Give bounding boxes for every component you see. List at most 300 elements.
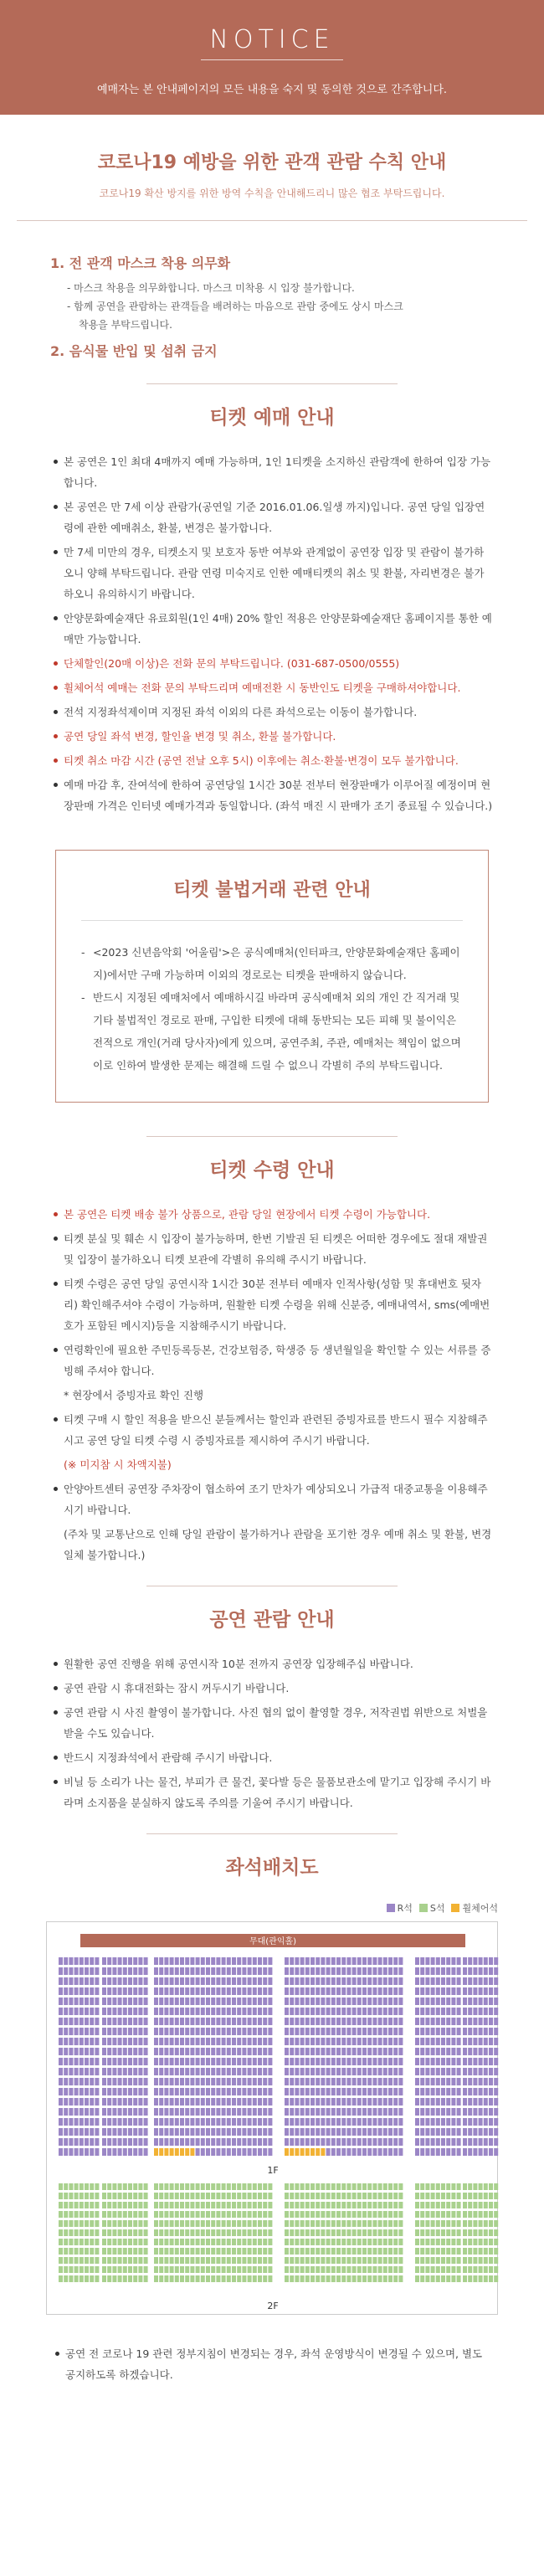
- seat: [64, 2202, 68, 2208]
- seat: [305, 2028, 310, 2035]
- final-notice-item: 공연 전 코로나 19 관련 정부지침이 변경되는 경우, 좌석 운영방식이 변경될 수 있으며, 별도 공지하도록 하겠습니다.: [55, 2343, 489, 2385]
- seat: [372, 2018, 377, 2025]
- seat: [431, 2257, 435, 2264]
- seat: [341, 2229, 346, 2236]
- seat: [107, 2068, 111, 2075]
- seat: [128, 2239, 132, 2245]
- seat: [237, 2048, 241, 2055]
- seat: [290, 2211, 294, 2218]
- seat: [64, 2108, 68, 2116]
- seat: [185, 2211, 189, 2218]
- seat: [211, 2148, 215, 2156]
- seat: [393, 2028, 398, 2035]
- seat: [85, 2183, 89, 2190]
- seat: [201, 2108, 205, 2116]
- seat: [128, 2008, 132, 2015]
- seat: [420, 2068, 424, 2075]
- seat: [95, 2108, 99, 2116]
- seat: [268, 2202, 272, 2208]
- seat: [138, 2018, 142, 2025]
- seat: [383, 2028, 387, 2035]
- seat: [112, 2275, 116, 2282]
- seat: [441, 2202, 445, 2208]
- divider: [81, 920, 463, 921]
- seat: [64, 2257, 68, 2264]
- seat: [326, 2058, 331, 2065]
- seat: [300, 1957, 305, 1965]
- seat: [164, 2118, 168, 2126]
- seat: [59, 1967, 63, 1975]
- seat: [133, 2048, 137, 2055]
- seat: [253, 2183, 257, 2190]
- seat: [331, 2220, 336, 2227]
- seat: [80, 2266, 84, 2273]
- seat: [305, 2248, 310, 2255]
- seat: [253, 2148, 257, 2156]
- seat: [123, 1957, 127, 1965]
- seat: [383, 2088, 387, 2095]
- seat: [357, 2239, 362, 2245]
- seat: [69, 2068, 73, 2075]
- seat: [398, 2248, 403, 2255]
- seat: [133, 2275, 137, 2282]
- seat: [489, 2148, 493, 2156]
- seat: [201, 2239, 205, 2245]
- seat: [222, 2220, 226, 2227]
- seat: [457, 2028, 461, 2035]
- seat: [331, 1957, 336, 1965]
- seat: [123, 2008, 127, 2015]
- seat: [346, 2211, 351, 2218]
- seat: [378, 2266, 382, 2273]
- seat: [80, 2211, 84, 2218]
- seat: [69, 2183, 73, 2190]
- seat: [69, 2128, 73, 2136]
- seat: [112, 2257, 116, 2264]
- viewing-item: 비닐 등 소리가 나는 물건, 부피가 큰 물건, 꽃다발 등은 물품보관소에 맡기고 입장해 주시기 바라며 소지품을 분실하지 않도록 주의를 기울여 주시기 바랍니다.: [54, 1771, 494, 1813]
- seat: [468, 2257, 472, 2264]
- seat: [263, 2058, 267, 2065]
- seat: [206, 2183, 210, 2190]
- seat: [253, 2128, 257, 2136]
- seat: [285, 2038, 289, 2045]
- seat: [59, 2193, 63, 2199]
- seat: [216, 2028, 220, 2035]
- seat: [398, 2202, 403, 2208]
- seat: [128, 2148, 132, 2156]
- seat: [85, 2028, 89, 2035]
- seat: [316, 2108, 320, 2116]
- seat: [352, 2193, 357, 2199]
- seat: [196, 2239, 200, 2245]
- seat: [190, 2138, 194, 2146]
- seat: [206, 2248, 210, 2255]
- seat: [102, 1977, 106, 1985]
- seat: [441, 2148, 445, 2156]
- seat: [190, 2118, 194, 2126]
- seat: [90, 2220, 94, 2227]
- seat: [479, 2148, 483, 2156]
- seat: [378, 2088, 382, 2095]
- seat: [479, 2266, 483, 2273]
- seat: [305, 2266, 310, 2273]
- seat: [154, 2211, 158, 2218]
- seat: [285, 2248, 289, 2255]
- seat: [489, 2118, 493, 2126]
- seat: [107, 2008, 111, 2015]
- seat: [463, 2266, 467, 2273]
- seat: [95, 2018, 99, 2025]
- seat: [341, 2048, 346, 2055]
- seat: [436, 2193, 440, 2199]
- seat: [420, 2118, 424, 2126]
- seat: [59, 2068, 63, 2075]
- seat: [346, 2048, 351, 2055]
- seat: [248, 2248, 252, 2255]
- seat: [367, 2248, 372, 2255]
- seat: [154, 2108, 158, 2116]
- seat: [268, 2008, 272, 2015]
- seat: [326, 2018, 331, 2025]
- seat: [336, 1977, 341, 1985]
- seat: [258, 2211, 262, 2218]
- seat: [263, 2068, 267, 2075]
- seat: [248, 2038, 252, 2045]
- seat: [95, 2275, 99, 2282]
- seat: [431, 2048, 435, 2055]
- seat: [362, 2028, 367, 2035]
- seat: [398, 2138, 403, 2146]
- seat: [74, 2108, 79, 2116]
- seat: [69, 2118, 73, 2126]
- seat: [441, 2211, 445, 2218]
- seat: [494, 2138, 498, 2146]
- seat: [263, 2088, 267, 2095]
- seat: [144, 2257, 148, 2264]
- seat: [372, 2048, 377, 2055]
- seat: [479, 2108, 483, 2116]
- seat: [305, 1998, 310, 2005]
- seat: [372, 2248, 377, 2255]
- seat: [310, 2211, 315, 2218]
- seat: [201, 2275, 205, 2282]
- seat: [222, 2239, 226, 2245]
- seat: [388, 2098, 393, 2106]
- seat: [59, 2128, 63, 2136]
- seat: [185, 2048, 189, 2055]
- seat: [159, 1977, 163, 1985]
- ticket-receive-list: [0, 1204, 544, 1566]
- seat: [321, 2183, 325, 2190]
- seat: [201, 2088, 205, 2095]
- seat: [441, 2118, 445, 2126]
- seat: [357, 2028, 362, 2035]
- seat: [237, 1998, 241, 2005]
- seat: [295, 2088, 299, 2095]
- seat: [185, 1998, 189, 2005]
- seat: [222, 2138, 226, 2146]
- seat: [112, 2118, 116, 2126]
- seat: [494, 2008, 498, 2015]
- seat: [206, 2275, 210, 2282]
- seat: [107, 2108, 111, 2116]
- seat: [367, 2257, 372, 2264]
- seat: [159, 2008, 163, 2015]
- seat: [154, 1967, 158, 1975]
- seat: [484, 2211, 488, 2218]
- seat: [310, 2138, 315, 2146]
- seat: [154, 1987, 158, 1995]
- seat: [159, 2068, 163, 2075]
- seat: [123, 2193, 127, 2199]
- seat: [112, 2211, 116, 2218]
- seat: [468, 2118, 472, 2126]
- seat: [248, 2128, 252, 2136]
- seat: [398, 2266, 403, 2273]
- seat: [415, 2183, 419, 2190]
- seat: [85, 1967, 89, 1975]
- seat: [341, 2193, 346, 2199]
- seat: [144, 1977, 148, 1985]
- seat: [154, 2048, 158, 2055]
- seat: [248, 2078, 252, 2085]
- seat: [268, 2068, 272, 2075]
- seat: [190, 2048, 194, 2055]
- seat: [479, 2193, 483, 2199]
- seat: [446, 2068, 450, 2075]
- seat: [237, 2088, 241, 2095]
- seat: [446, 2118, 450, 2126]
- seat: [85, 2220, 89, 2227]
- seat: [295, 2248, 299, 2255]
- seat: [431, 2078, 435, 2085]
- final-notice-section: [0, 2323, 544, 2414]
- seat: [164, 2211, 168, 2218]
- seat: [285, 2211, 289, 2218]
- seat: [102, 2108, 106, 2116]
- seat: [95, 2193, 99, 2199]
- seat: [242, 2275, 246, 2282]
- seat: [164, 2275, 168, 2282]
- seat: [253, 2220, 257, 2227]
- seat: [321, 2229, 325, 2236]
- seat: [367, 2193, 372, 2199]
- seat: [258, 2202, 262, 2208]
- seat: [248, 2229, 252, 2236]
- seat: [331, 2078, 336, 2085]
- seat: [102, 1987, 106, 1995]
- seat: [144, 2028, 148, 2035]
- seat: [206, 2202, 210, 2208]
- seat: [133, 2128, 137, 2136]
- seat: [357, 2248, 362, 2255]
- seat: [290, 2058, 294, 2065]
- seat: [484, 2138, 488, 2146]
- seat: [85, 2148, 89, 2156]
- seat: [415, 2038, 419, 2045]
- seat: [489, 2058, 493, 2065]
- seat: [479, 2138, 483, 2146]
- seat: [69, 2193, 73, 2199]
- seat: [484, 1977, 488, 1985]
- seat: [441, 2008, 445, 2015]
- seat: [107, 2248, 111, 2255]
- seat: [268, 2018, 272, 2025]
- seat: [258, 2183, 262, 2190]
- seat: [196, 2193, 200, 2199]
- seat: [352, 1957, 357, 1965]
- seat: [118, 2078, 122, 2085]
- seat: [85, 2202, 89, 2208]
- seat: [367, 2098, 372, 2106]
- seat: [59, 2118, 63, 2126]
- seat: [473, 2118, 477, 2126]
- seat: [341, 2018, 346, 2025]
- seat: [316, 2148, 320, 2156]
- seat: [451, 2257, 455, 2264]
- seat: [80, 1977, 84, 1985]
- seat: [196, 2211, 200, 2218]
- seat: [321, 2048, 325, 2055]
- seat: [321, 2202, 325, 2208]
- seat: [463, 2220, 467, 2227]
- seat: [211, 2038, 215, 2045]
- seat: [436, 2148, 440, 2156]
- seat: [436, 2275, 440, 2282]
- seat: [326, 2098, 331, 2106]
- seat: [180, 2078, 184, 2085]
- seat: [258, 2148, 262, 2156]
- seat: [216, 2183, 220, 2190]
- seat: [341, 1957, 346, 1965]
- seat: [102, 1998, 106, 2005]
- seat: [463, 2275, 467, 2282]
- seat: [64, 2058, 68, 2065]
- seat: [268, 2108, 272, 2116]
- seat: [383, 1987, 387, 1995]
- seat: [295, 2239, 299, 2245]
- seat: [59, 2018, 63, 2025]
- seat: [336, 2193, 341, 2199]
- seat: [451, 1977, 455, 1985]
- seat: [285, 2229, 289, 2236]
- seat: [268, 2088, 272, 2095]
- seat: [85, 2068, 89, 2075]
- seat: [393, 2275, 398, 2282]
- seat: [123, 2108, 127, 2116]
- notice-header: [0, 0, 544, 115]
- seat: [74, 1987, 79, 1995]
- seat: [305, 2038, 310, 2045]
- legend-swatch: [419, 1904, 428, 1912]
- seat: [138, 2202, 142, 2208]
- seat: [378, 2048, 382, 2055]
- seat: [326, 2048, 331, 2055]
- seat: [321, 2108, 325, 2116]
- seat: [159, 2038, 163, 2045]
- seat: [263, 2211, 267, 2218]
- seat: [59, 2088, 63, 2095]
- seat: [102, 2202, 106, 2208]
- seat: [362, 2078, 367, 2085]
- seat: [473, 2068, 477, 2075]
- seat: [206, 2108, 210, 2116]
- seat: [133, 1998, 137, 2005]
- seat: [436, 1957, 440, 1965]
- seat: [316, 1957, 320, 1965]
- seat: [107, 1967, 111, 1975]
- seat: [468, 2202, 472, 2208]
- seat: [378, 2068, 382, 2075]
- seat: [196, 2248, 200, 2255]
- seat: [372, 2128, 377, 2136]
- seat: [316, 2058, 320, 2065]
- seat: [133, 2257, 137, 2264]
- seat: [331, 2018, 336, 2025]
- seat: [64, 2229, 68, 2236]
- seat: [232, 2058, 236, 2065]
- seat: [362, 1987, 367, 1995]
- seat: [102, 2229, 106, 2236]
- seat: [154, 2193, 158, 2199]
- illegal-item: - <2023 신년음악회 '어울림'>은 공식예매처(인터파크, 안양문화예술재단 홈페이지)에서만 구매 가능하며 이외의 경로로는 티켓을 판매하지 않습니다.: [81, 941, 463, 986]
- seat: [473, 2108, 477, 2116]
- seat: [473, 2211, 477, 2218]
- seat: [415, 2193, 419, 2199]
- seat: [123, 2229, 127, 2236]
- seat: [285, 1957, 289, 1965]
- seat: [107, 2078, 111, 2085]
- seat: [463, 2118, 467, 2126]
- seat: [372, 2229, 377, 2236]
- seat: [107, 2058, 111, 2065]
- seat: [362, 2138, 367, 2146]
- seat: [253, 2058, 257, 2065]
- seat: [383, 2248, 387, 2255]
- corona-title: 코로나19 예방을 위한 관객 관람 수칙 안내: [97, 152, 447, 173]
- legend-swatch: [451, 1904, 459, 1912]
- seat: [175, 1998, 179, 2005]
- seat: [144, 2018, 148, 2025]
- seat: [305, 2068, 310, 2075]
- seat: [227, 2211, 231, 2218]
- seat: [227, 1998, 231, 2005]
- seat: [321, 2148, 325, 2156]
- seat: [494, 2048, 498, 2055]
- seat: [484, 2008, 488, 2015]
- seat: [133, 2038, 137, 2045]
- seat: [258, 2098, 262, 2106]
- seat: [367, 2058, 372, 2065]
- seat: [206, 2068, 210, 2075]
- seat: [242, 1977, 246, 1985]
- seat: [95, 2048, 99, 2055]
- seat: [446, 2088, 450, 2095]
- seat: [154, 2008, 158, 2015]
- seat: [285, 2018, 289, 2025]
- seat: [326, 1967, 331, 1975]
- seat: [378, 1977, 382, 1985]
- rule-1-item: - 함께 공연을 관람하는 관객들을 배려하는 마음으로 관람 중에도 상시 마스크: [67, 301, 403, 312]
- seat: [367, 2008, 372, 2015]
- seat: [316, 1977, 320, 1985]
- seat: [285, 1967, 289, 1975]
- seat: [175, 1977, 179, 1985]
- seat: [180, 2275, 184, 2282]
- seat: [341, 2257, 346, 2264]
- seat: [431, 2058, 435, 2065]
- seat: [357, 2118, 362, 2126]
